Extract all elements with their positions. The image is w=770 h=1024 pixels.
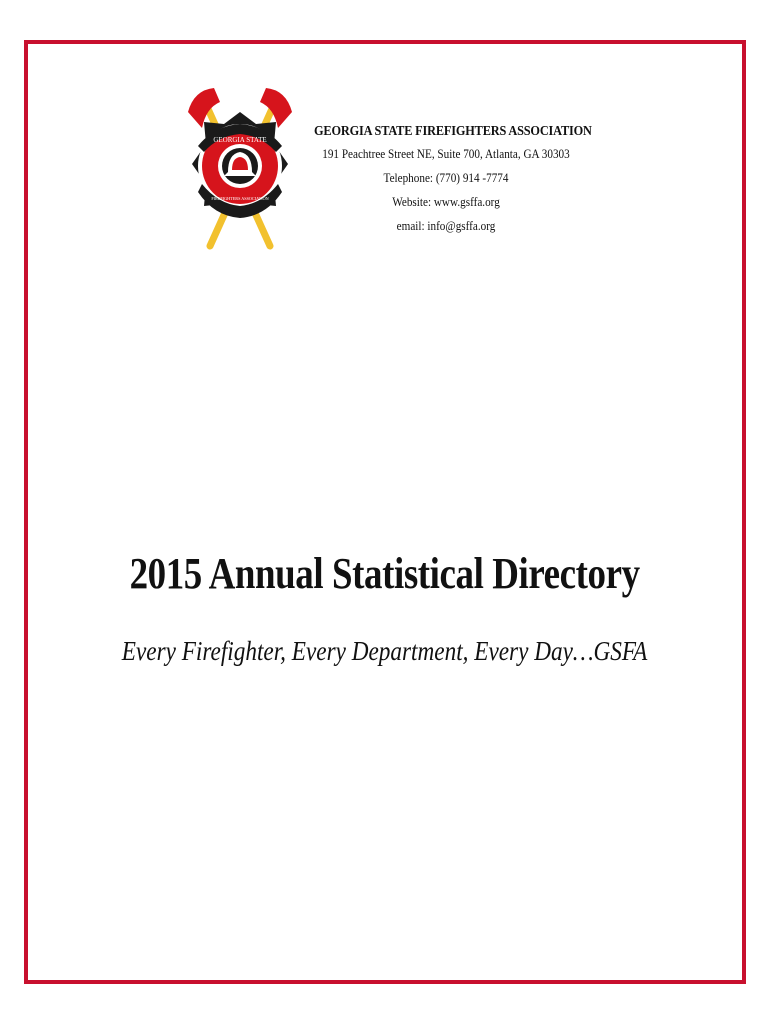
tagline — [0, 636, 770, 667]
gsfa-emblem-icon — [184, 86, 296, 252]
org-email: email: info@gsffa.org — [396, 218, 496, 233]
org-name: GEORGIA STATE FIREFIGHTERS ASSOCIATION — [314, 124, 592, 139]
org-header — [296, 122, 596, 238]
logo-bottom-text: FIREFIGHTERS ASSOCIATION — [211, 196, 269, 201]
org-website: Website: www.gsffa.org — [392, 194, 500, 209]
page-title-text: 2015 Annual Statistical Directory — [129, 549, 641, 598]
tagline-text: Every Firefighter, Every Department, Every Day…GSFA — [122, 636, 648, 666]
org-telephone: Telephone: (770) 914 -7774 — [383, 170, 509, 185]
page-title — [0, 548, 770, 599]
logo-top-text: GEORGIA STATE — [213, 136, 267, 144]
org-address: 191 Peachtree Street NE, Suite 700, Atlanta, GA 30303 — [322, 146, 570, 161]
